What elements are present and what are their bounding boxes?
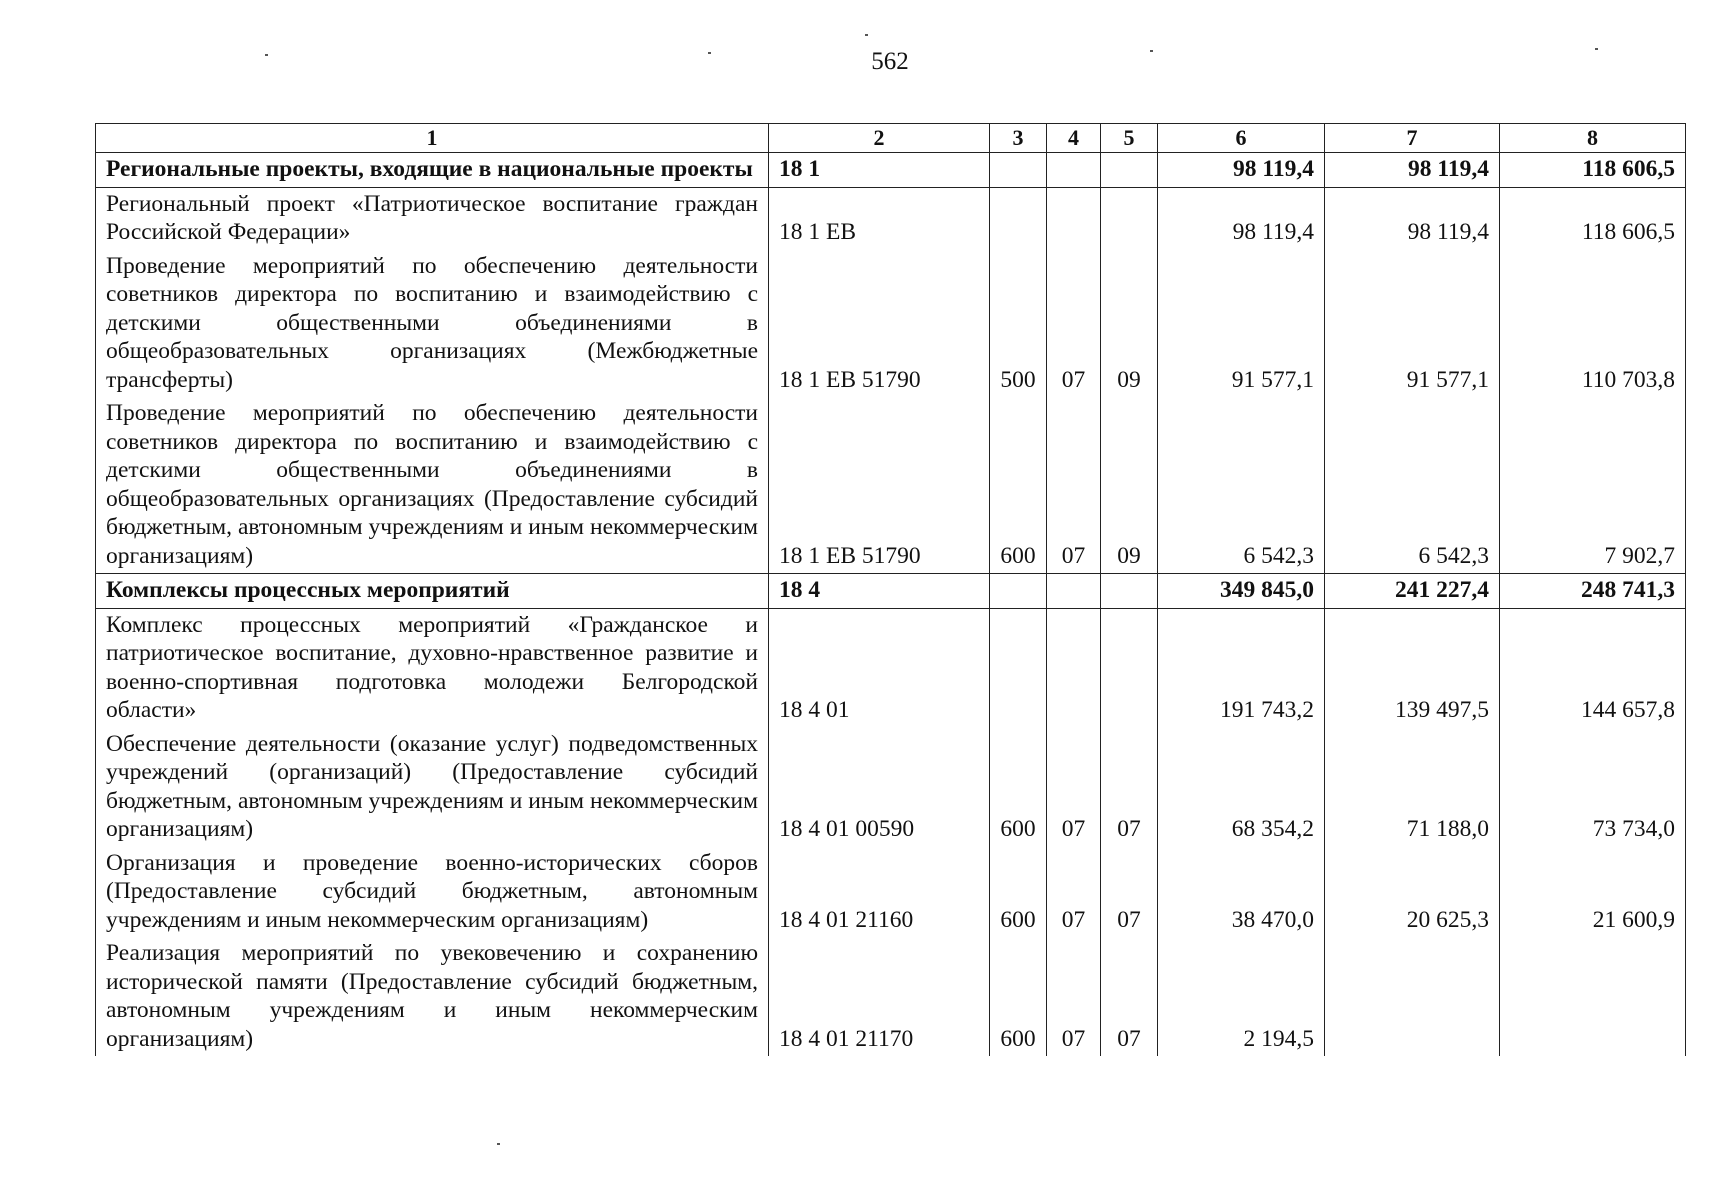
row-section: 07 [1047,397,1101,574]
row-subsection: 07 [1101,847,1158,938]
row-section: 07 [1047,250,1101,398]
row-amount-year-3: 144 657,8 [1500,608,1686,728]
table-row [96,937,1686,1056]
row-amount-year-1: 98 119,4 [1158,153,1325,188]
row-name: Комплекс процессных мероприятий «Гражданское и патриотическое воспитание, духовно-нравственное развитие и военно-спортивная подготовка молодежи Белгородской области» [96,608,769,728]
row-subsection [1101,187,1158,250]
row-expense-type [990,187,1047,250]
table-row [96,187,1686,250]
row-code: 18 4 [769,574,990,609]
page-number: 562 [871,48,909,75]
row-code: 18 1 ЕВ [769,187,990,250]
row-name: Проведение мероприятий по обеспечению деятельности советников директора по воспитанию и взаимодействию с детскими общественными объединениями в общеобразовательных организациях (Предоставление субсидий бюджетным, автономным учреждениям и иным некоммерческим организациям) [96,397,769,574]
row-subsection: 07 [1101,728,1158,847]
row-amount-year-2: 20 625,3 [1325,847,1500,938]
table-body [96,153,1686,1057]
header-col-2: 2 [769,124,990,153]
row-code: 18 4 01 21160 [769,847,990,938]
row-amount-year-3: 248 741,3 [1500,574,1686,609]
row-section [1047,608,1101,728]
row-subsection: 07 [1101,937,1158,1056]
row-amount-year-2: 91 577,1 [1325,250,1500,398]
row-subsection [1101,608,1158,728]
budget-table [95,123,1686,1056]
row-name: Обеспечение деятельности (оказание услуг) подведомственных учреждений (организаций) (Предоставление субсидий бюджетным, автономным учреждениям и иным некоммерческим организациям) [96,728,769,847]
row-amount-year-2: 139 497,5 [1325,608,1500,728]
row-expense-type [990,608,1047,728]
row-expense-type [990,574,1047,609]
table-group-row [96,153,1686,188]
row-code: 18 1 ЕВ 51790 [769,397,990,574]
table-group-row [96,574,1686,609]
row-amount-year-1: 38 470,0 [1158,847,1325,938]
row-expense-type: 600 [990,397,1047,574]
row-code: 18 1 ЕВ 51790 [769,250,990,398]
row-code: 18 4 01 21170 [769,937,990,1056]
row-section: 07 [1047,847,1101,938]
row-subsection [1101,574,1158,609]
row-expense-type: 600 [990,728,1047,847]
row-code: 18 1 [769,153,990,188]
row-name: Проведение мероприятий по обеспечению деятельности советников директора по воспитанию и взаимодействию с детскими общественными объединениями в общеобразовательных организациях (Межбюджетные трансферты) [96,250,769,398]
header-col-8: 8 [1500,124,1686,153]
row-amount-year-3: 7 902,7 [1500,397,1686,574]
row-name: Организация и проведение военно-исторических сборов (Предоставление субсидий бюджетным, автономным учреждениям и иным некоммерческим организациям) [96,847,769,938]
row-amount-year-1: 91 577,1 [1158,250,1325,398]
row-code: 18 4 01 [769,608,990,728]
row-section: 07 [1047,937,1101,1056]
header-col-4: 4 [1047,124,1101,153]
row-expense-type: 600 [990,847,1047,938]
table-row [96,397,1686,574]
row-amount-year-2 [1325,937,1500,1056]
row-section [1047,153,1101,188]
row-name: Комплексы процессных мероприятий [96,574,769,609]
row-expense-type: 500 [990,250,1047,398]
row-expense-type [990,153,1047,188]
budget-table-sheet [95,123,1685,1056]
row-amount-year-2: 6 542,3 [1325,397,1500,574]
row-expense-type: 600 [990,937,1047,1056]
header-col-5: 5 [1101,124,1158,153]
row-name: Региональные проекты, входящие в национальные проекты [96,153,769,188]
table-row [96,250,1686,398]
table-row [96,608,1686,728]
row-subsection: 09 [1101,397,1158,574]
row-amount-year-1: 6 542,3 [1158,397,1325,574]
header-col-6: 6 [1158,124,1325,153]
table-row [96,728,1686,847]
row-amount-year-2: 241 227,4 [1325,574,1500,609]
header-col-7: 7 [1325,124,1500,153]
row-amount-year-2: 98 119,4 [1325,153,1500,188]
row-subsection [1101,153,1158,188]
row-amount-year-3: 118 606,5 [1500,187,1686,250]
row-section [1047,187,1101,250]
row-amount-year-1: 349 845,0 [1158,574,1325,609]
row-amount-year-1: 98 119,4 [1158,187,1325,250]
row-amount-year-2: 98 119,4 [1325,187,1500,250]
row-subsection: 09 [1101,250,1158,398]
row-amount-year-1: 2 194,5 [1158,937,1325,1056]
row-amount-year-3: 73 734,0 [1500,728,1686,847]
header-col-3: 3 [990,124,1047,153]
row-amount-year-1: 68 354,2 [1158,728,1325,847]
row-name: Реализация мероприятий по увековечению и сохранению исторической памяти (Предоставление субсидий бюджетным, автономным учреждениям и иным некоммерческим организациям) [96,937,769,1056]
row-amount-year-3: 21 600,9 [1500,847,1686,938]
row-amount-year-2: 71 188,0 [1325,728,1500,847]
row-section: 07 [1047,728,1101,847]
row-section [1047,574,1101,609]
row-name: Региональный проект «Патриотическое воспитание граждан Российской Федерации» [96,187,769,250]
header-col-1: 1 [96,124,769,153]
row-code: 18 4 01 00590 [769,728,990,847]
row-amount-year-3 [1500,937,1686,1056]
table-row [96,847,1686,938]
row-amount-year-1: 191 743,2 [1158,608,1325,728]
header-row [96,124,1686,153]
row-amount-year-3: 110 703,8 [1500,250,1686,398]
row-amount-year-3: 118 606,5 [1500,153,1686,188]
